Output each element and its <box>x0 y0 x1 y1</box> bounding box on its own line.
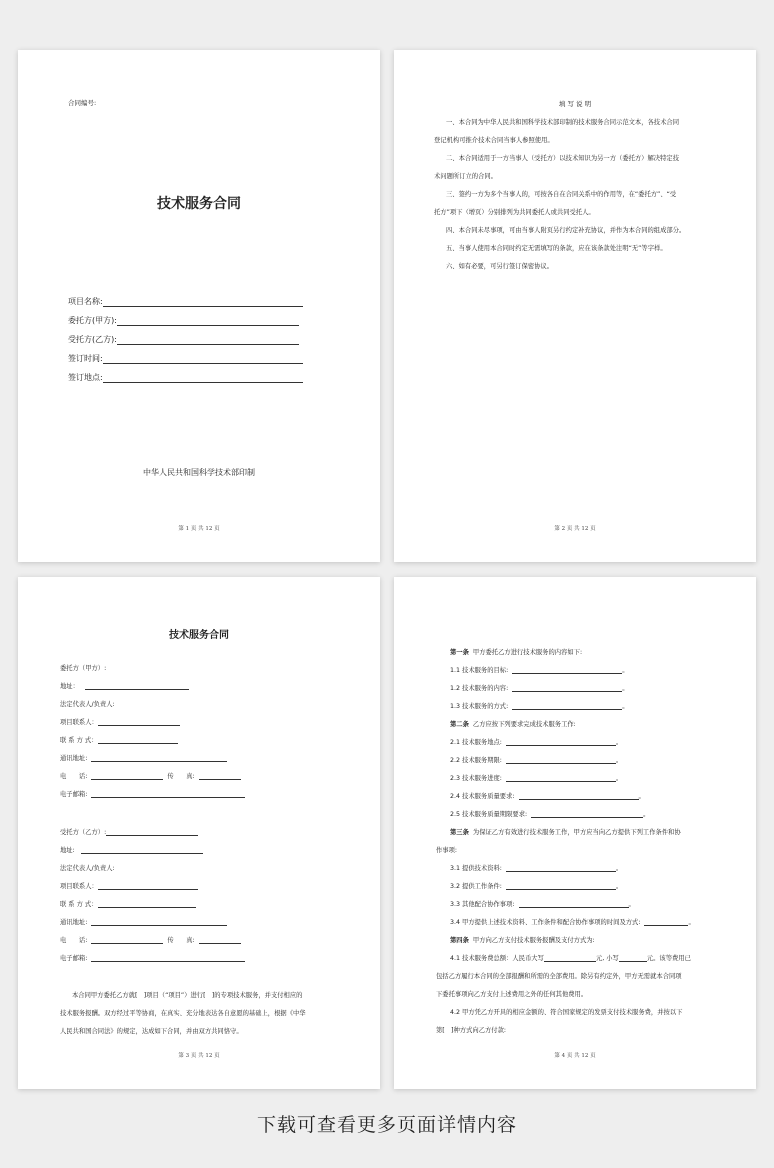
cover-title: 技术服务合同 <box>157 196 241 212</box>
item-1-1: 1.1 技术服务的目标: 。 <box>450 667 629 674</box>
page-1 <box>18 50 380 562</box>
page-footer: 第 3 页 共 12 页 <box>178 1053 220 1059</box>
client-mail-address: 通讯地址: <box>60 753 227 762</box>
instruction-line: 术问题所订立的合同。 <box>434 173 497 180</box>
item-3-3: 3.3 其他配合协作事项: 。 <box>450 901 635 908</box>
article-3: 第三条 为保证乙方有效进行技术服务工作，甲方应当向乙方提供下列工作条件和协 <box>450 829 681 836</box>
item-4-1: 4.1 技术服务费总额：人民币大写 元, 小写 元。该等费用已 <box>450 955 691 962</box>
instructions-heading: 填 写 说 明 <box>558 100 592 108</box>
instruction-line: 登记机构可推介技术合同当事人参照使用。 <box>434 137 554 144</box>
client-phone-fax: 电 话: 传 真: <box>60 771 241 780</box>
download-caption: 下载可查看更多页面详情内容 <box>256 1114 517 1136</box>
provider-label: 受托方（乙方）: <box>60 827 198 836</box>
item-1-2: 1.2 技术服务的内容: 。 <box>450 685 629 692</box>
field-provider: 受托方(乙方): <box>68 334 299 345</box>
item-2-3: 2.3 技术服务进度: 。 <box>450 775 623 782</box>
page-footer: 第 2 页 共 12 页 <box>554 526 596 532</box>
item-2-1: 2.1 技术服务地点: 。 <box>450 739 623 746</box>
item-3-1: 3.1 提供技术资料: 。 <box>450 865 623 872</box>
item-1-3: 1.3 技术服务的方式: 。 <box>450 703 629 710</box>
field-client: 委托方(甲方): <box>68 315 299 326</box>
article-2: 第二条 乙方应按下列要求完成技术服务工作: <box>450 721 576 728</box>
provider-email: 电子邮箱: <box>60 953 245 962</box>
field-sign-date: 签订时间: <box>68 353 303 364</box>
preamble-line: 人民共和国合同法》的规定，达成如下合同，并由双方共同恪守。 <box>60 1028 243 1035</box>
page-4 <box>394 577 756 1089</box>
field-sign-place: 签订地点: <box>68 372 303 383</box>
provider-phone-fax: 电 话: 传 真: <box>60 935 241 944</box>
item-2-4: 2.4 技术服务质量要求: 。 <box>450 793 645 800</box>
item-3-2: 3.2 提供工作条件: 。 <box>450 883 623 890</box>
client-contact-method: 联 系 方 式： <box>60 735 178 744</box>
provider-contact: 项目联系人： <box>60 881 198 890</box>
item-4-2-line2: 第[ ]种方式向乙方付款: <box>436 1027 507 1034</box>
instruction-line: 三、签约一方为多个当事人的，可按各自在合同关系中的作用等，在“委托方”、“受 <box>446 191 677 198</box>
item-3-4: 3.4 甲方提供上述技术资料、工作条件和配合协作事项的时间及方式: 。 <box>450 919 695 926</box>
instruction-line: 五、当事人使用本合同时约定无需填写的条款，应在该条款处注明“无”等字样。 <box>446 245 667 252</box>
preamble-line: 本合同甲方委托乙方就[ ]项目（“项目”）进行[ ]的专项技术服务，并支付相应的 <box>72 992 303 999</box>
provider-address: 地址: <box>60 845 203 854</box>
article-4: 第四条 甲方向乙方支付技术服务报酬及支付方式为: <box>450 937 595 944</box>
page-footer: 第 1 页 共 12 页 <box>178 526 220 532</box>
provider-contact-method: 联 系 方 式： <box>60 899 196 908</box>
preamble-line: 技术服务报酬。双方经过平等协商，在真实、充分地表达各自意愿的基础上，根据《中华 <box>60 1010 306 1017</box>
item-4-1-line2: 包括乙方履行本合同的全部报酬和所需的全部费用。除另有约定外，甲方无需就本合同项 <box>436 973 682 980</box>
contract-number-label: 合同编号: <box>68 99 97 107</box>
article-1: 第一条 甲方委托乙方进行技术服务的内容如下: <box>450 649 583 656</box>
preamble <box>60 987 306 1041</box>
item-2-5: 2.5 技术服务质量期限要求: 。 <box>450 811 650 818</box>
field-project-name: 项目名称: <box>68 296 303 307</box>
provider-mail-address: 通讯地址: <box>60 917 227 926</box>
instructions-body <box>434 114 685 276</box>
client-contact: 项目联系人： <box>60 717 180 726</box>
item-4-2: 4.2 甲方凭乙方开具的相应金额的、符合国家规定的发票支付技术服务费，并按以下 <box>450 1009 683 1016</box>
client-email: 电子邮箱: <box>60 789 245 798</box>
page-3 <box>18 577 380 1089</box>
client-address: 地址： <box>60 681 189 690</box>
instruction-line: 四、本合同未尽事项，可由当事人附页另行约定补充协议，并作为本合同的组成部分。 <box>446 227 686 234</box>
item-4-1-line3: 下委托事项向乙方支付上述费用之外的任何其他费用。 <box>436 991 588 998</box>
provider-legal-rep: 法定代表人/负责人: <box>60 865 115 872</box>
printer-name: 中华人民共和国科学技术部印制 <box>143 468 255 477</box>
contract-title: 技术服务合同 <box>169 630 229 641</box>
page-2 <box>394 50 756 562</box>
item-2-2: 2.2 技术服务期限: 。 <box>450 757 623 764</box>
page-footer: 第 4 页 共 12 页 <box>554 1053 596 1059</box>
client-legal-rep: 法定代表人/负责人: <box>60 701 115 708</box>
instruction-line: 二、本合同适用于一方当事人（受托方）以技术知识为另一方（委托方）解决特定技 <box>446 155 679 162</box>
instruction-line: 一、本合同为中华人民共和国科学技术部印制的技术服务合同示范文本，各技术合同 <box>446 119 679 126</box>
instruction-line: 六、如有必要，可另行签订保密协议。 <box>446 263 554 270</box>
client-label: 委托方（甲方）: <box>60 665 107 672</box>
instruction-line: 托方”项下（增页）分别排列为共同委托人或共同受托人。 <box>434 209 595 216</box>
article-3-cont: 作事项: <box>436 847 458 854</box>
